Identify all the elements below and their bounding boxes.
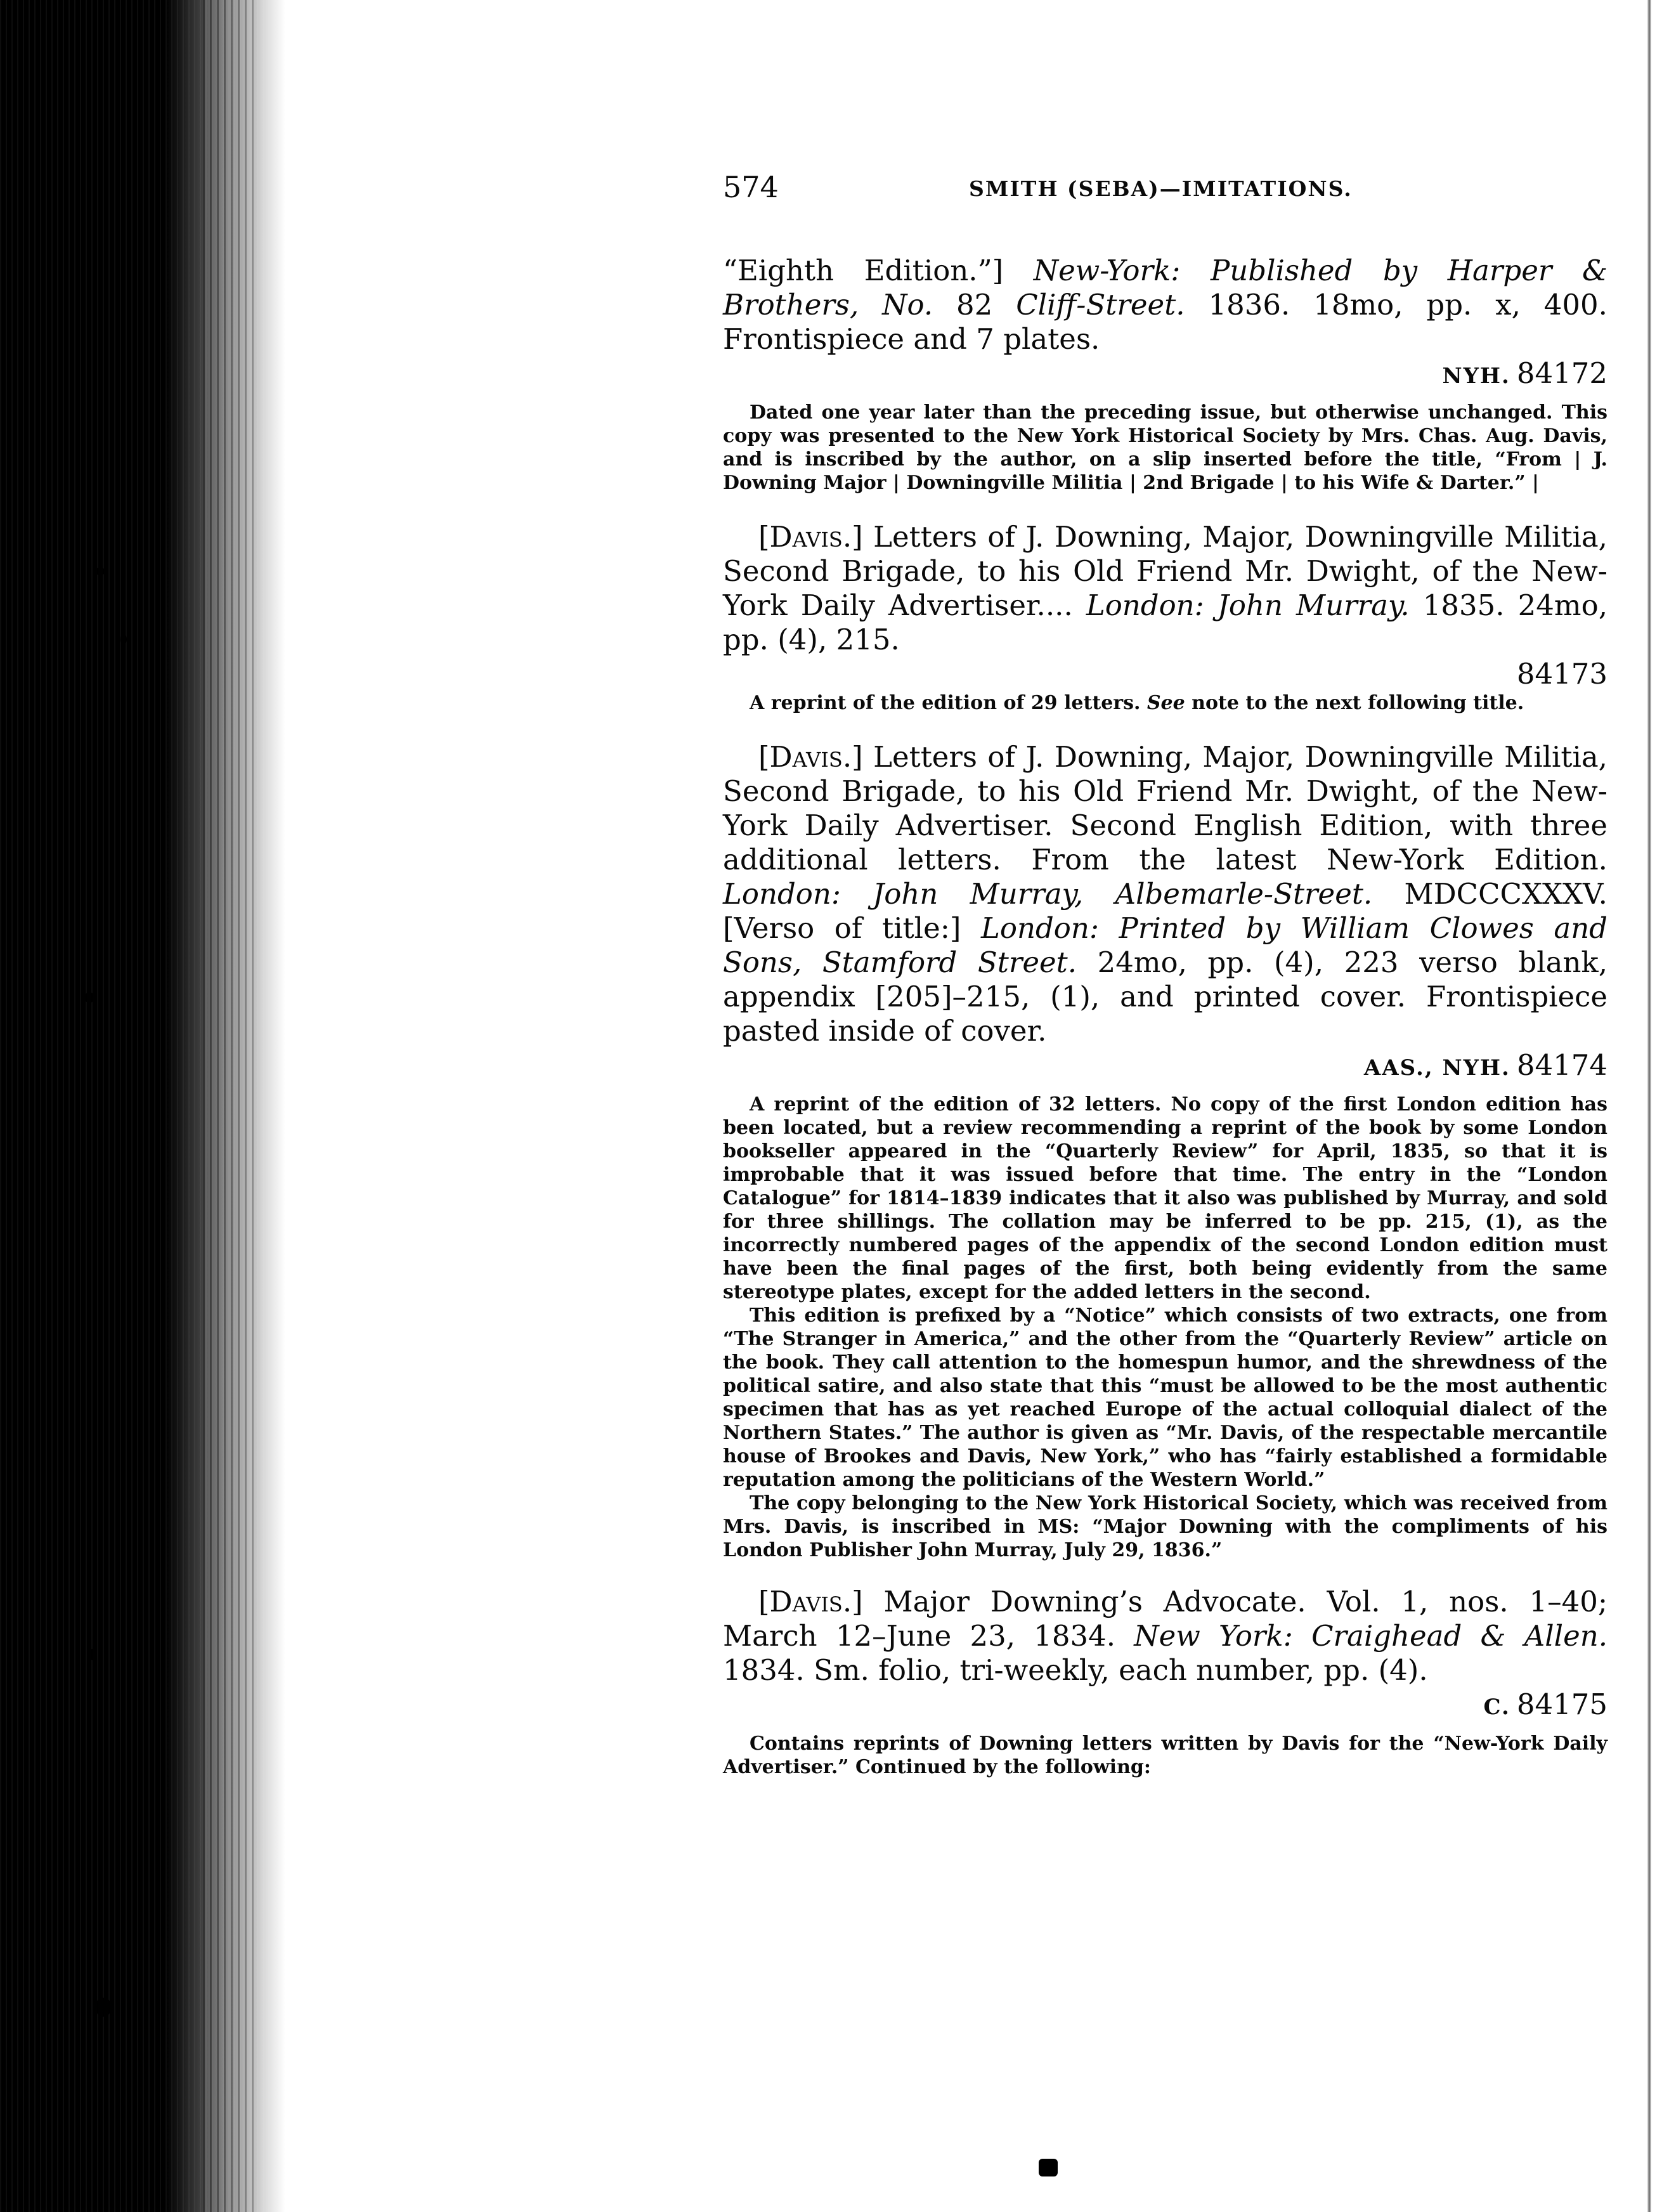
library-location: AAS., NYH. bbox=[1363, 1055, 1510, 1081]
entry-note: A reprint of the edition of 32 letters. No copy of the first London edition has been located, but a review recommending a reprint of the book by some London bookseller appeared in the “Quarterly Review” for April, 1835, so that it is improbable that it was issued before that time. The entry in the “London Catalogue” for 1814–1839 indicates that it also was published by Murray, and sold for three shillings. The collation may be inferred to be pp. 215, (1), as the incorrectly numbered pages of the appendix of the second London edition must have been the final pages of the first, both being evidently from the same stereotype plates, except for the added letters in the second. bbox=[723, 1093, 1607, 1303]
entry-note: Contains reprints of Downing letters written by Davis for the “New-York Daily Advertiser.” Continued by the following: bbox=[723, 1733, 1607, 1778]
entry-note: Dated one year later than the preceding issue, but otherwise unchanged. This copy was presented to the New York Historical Society by Mrs. Chas. Aug. Davis, and is inscribed by the author, on a slip inserted before the title, “From | J. Downing Major | Downingville Militia | 2nd Brigade | to his Wife & Darter.” | bbox=[723, 401, 1607, 494]
entry-author: [Davis.] bbox=[758, 520, 863, 554]
entry-locator bbox=[723, 1048, 1607, 1085]
entry-locator bbox=[723, 657, 1607, 691]
entry-84175 bbox=[723, 1585, 1607, 1779]
entry-text-part: MDCCCXXXV. [Verso of title:] bbox=[723, 877, 1607, 945]
entry-note: The copy belonging to the New York Historical Society, which was received from Mrs. Davis, is inscribed in MS: “Major Downing with the compliments of his London Publisher John Murray, July 29, 1836.” bbox=[723, 1492, 1607, 1561]
page-header bbox=[723, 170, 1611, 227]
entry-locator bbox=[723, 356, 1607, 393]
entry-imprint: Cliff-Street. bbox=[1016, 288, 1185, 322]
entry-collation: 24mo, pp. (4), 223 verso blank, appendix [205]–215, (1), and printed cover. Frontispiece pasted inside of cover. bbox=[723, 946, 1607, 1048]
entry-number: 84173 bbox=[1516, 657, 1607, 691]
scan-speck bbox=[120, 634, 127, 644]
entry-collation: 1836. 18mo, pp. x, 400. Frontispiece and 7 plates. bbox=[723, 288, 1607, 356]
page-body bbox=[723, 254, 1607, 1779]
entry-collation: 1835. 24mo, pp. (4), 215. bbox=[723, 589, 1607, 656]
entry-author: [Davis.] bbox=[758, 1585, 863, 1618]
scan-speck bbox=[95, 568, 105, 575]
entry-note bbox=[723, 691, 1607, 715]
entry-note-part: A reprint of the edition of 29 letters. bbox=[750, 692, 1147, 714]
entry-imprint: London: Printed by William Clowes and Sons, Stamford Street. bbox=[723, 911, 1607, 979]
entry-note-part: note to the next following title. bbox=[1185, 692, 1524, 714]
entry-84174 bbox=[723, 740, 1607, 1562]
entry-text-part: “Eighth Edition.”] bbox=[723, 254, 1034, 287]
entry-number: 84172 bbox=[1516, 356, 1607, 390]
entry-84172 bbox=[723, 254, 1607, 495]
entry-text-part: 82 bbox=[933, 288, 1016, 322]
page-spine-texture bbox=[203, 0, 254, 2212]
entry-imprint: New-York: Published by Harper & Brothers, No. bbox=[723, 254, 1607, 322]
entry-text bbox=[723, 1585, 1607, 1688]
entry-text-part: Letters of J. Downing, Major, Downingville Militia, Second Brigade, to his Old Friend Mr. Dwight, of the New-York Daily Advertiser.... bbox=[723, 520, 1607, 622]
entry-number: 84175 bbox=[1516, 1688, 1607, 1721]
entry-text bbox=[723, 254, 1607, 356]
library-location: NYH. bbox=[1442, 363, 1510, 389]
entry-number: 84174 bbox=[1516, 1048, 1607, 1082]
scan-speck bbox=[95, 1998, 112, 2017]
entry-imprint: New York: Craighead & Allen. bbox=[1134, 1619, 1607, 1653]
running-title: SMITH (SEBA)—IMITATIONS. bbox=[969, 176, 1353, 201]
scan-speck bbox=[84, 992, 95, 1003]
entry-text bbox=[723, 740, 1607, 1048]
entry-note: This edition is prefixed by a “Notice” which consists of two extracts, one from “The Stranger in America,” and the other from the “Quarterly Review” article on the book. They call attention to the homespun humor, and the shrewdness of the political satire, and also state that this “must be allowed to be the most authentic specimen that has as yet reached Europe of the actual colloquial dialect of the Northern States.” The author is given as “Mr. Davis, of the respectable mercantile house of Brookes and Davis, New York,” who has “fairly established a formidable reputation among the politicians of the Western World.” bbox=[723, 1304, 1607, 1491]
scan-mark bbox=[1039, 2159, 1058, 2176]
entry-note-part: See bbox=[1146, 692, 1185, 714]
right-page-border bbox=[1647, 0, 1651, 2212]
entry-text bbox=[723, 520, 1607, 657]
entry-text-part: Major Downing’s Advocate. Vol. 1, nos. 1–40; March 12–June 23, 1834. bbox=[723, 1585, 1607, 1653]
entry-collation: 1834. Sm. folio, tri-weekly, each number, pp. (4). bbox=[723, 1653, 1428, 1687]
library-location: C. bbox=[1483, 1695, 1510, 1720]
entry-imprint: London: John Murray, Albemarle-Street. bbox=[723, 877, 1373, 911]
entry-author: [Davis.] bbox=[758, 740, 863, 774]
page-number: 574 bbox=[723, 170, 779, 204]
entry-locator bbox=[723, 1688, 1607, 1724]
scan-speck bbox=[89, 1649, 96, 1660]
entry-text-part: Letters of J. Downing, Major, Downingville Militia, Second Brigade, to his Old Friend Mr. Dwight, of the New-York Daily Advertiser. Second English Edition, with three additional letters. From the latest New-York Edition. bbox=[723, 740, 1607, 876]
entry-84173 bbox=[723, 520, 1607, 715]
entry-imprint: London: John Murray. bbox=[1086, 589, 1410, 622]
